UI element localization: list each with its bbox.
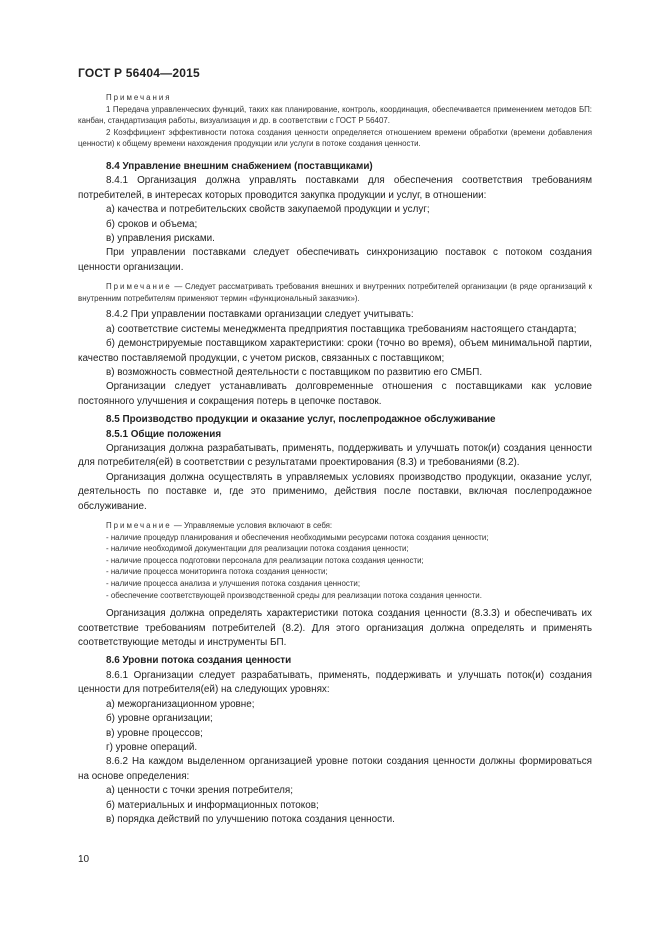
list-item: а) соответствие системы менеджмента предприятия поставщика требованиям настоящего стандарта; <box>106 323 577 335</box>
list-item: в) управления рисками. <box>106 233 215 244</box>
note-list-item: - наличие необходимой документации для реализации потока создания ценности; <box>106 544 409 554</box>
paragraph: 8.4.2 При управлении поставками организации следует учитывать: <box>106 309 414 321</box>
document-id: ГОСТ Р 56404—2015 <box>78 66 200 80</box>
note-list-item: - наличие процедур планирования и обеспечения необходимыми ресурсами потока создания ценности; <box>106 532 489 542</box>
note-text: — Следует рассматривать требования внешних и внутренних потребителей организации (в ряде организаций к внутренним потребителям применяют термин «функциональный заказчик»). <box>78 282 592 303</box>
list-item: б) демонстрируемые поставщиком характеристики: сроки (точно во время), объем минимальной партии, качество поставляемой продукции, с учетом рисков, связанных с поставщиком; <box>78 338 592 364</box>
paragraph: При управлении поставками следует обеспечивать синхронизацию поставок с потоком создания ценности организации. <box>78 247 592 273</box>
paragraph: Организация должна определять характеристики потока создания ценности (8.3.3) и обеспечивать их соответствие требованиям потребителей (8.2). Для этого организация должна определять и применять соответствующие методы и инструменты БП. <box>78 608 592 649</box>
paragraph: Организации следует устанавливать долговременные отношения с поставщиками как условие постоянного улучшения и сокращения потерь в цепочке поставок. <box>78 381 592 407</box>
list-item: б) сроков и объема; <box>106 218 198 230</box>
page-content <box>78 92 592 827</box>
note-list-item: - наличие процесса подготовки персонала для реализации потока создания ценности; <box>106 555 424 565</box>
list-item: б) уровне организации; <box>106 713 213 725</box>
paragraph: 8.6.2 На каждом выделенном организацией уровне потоки создания ценности должны формироваться на основе определения: <box>78 756 592 782</box>
list-item: а) межорганизационном уровне; <box>106 698 255 710</box>
note-list-item: - наличие процесса мониторинга потока создания ценности; <box>106 567 328 577</box>
notes-title: Примечания <box>106 93 172 102</box>
list-item: в) возможность совместной деятельности с поставщиком по развитию его СМБП. <box>106 367 483 379</box>
list-item: г) уровне операций. <box>106 741 198 753</box>
note <box>78 281 592 304</box>
list-item: в) порядка действий по улучшению потока создания ценности. <box>106 813 395 825</box>
list-item: а) ценности с точки зрения потребителя; <box>106 785 293 797</box>
list-item: а) качества и потребительских свойств закупаемой продукции и услуг; <box>106 204 430 216</box>
paragraph: 8.6.1 Организации следует разрабатывать, применять, поддерживать и улучшать поток(и) создания ценности для потребителя(ей) на следующих уровнях: <box>78 669 592 696</box>
list-item: в) уровне процессов; <box>106 727 203 739</box>
note-label: Примечание <box>106 282 172 292</box>
section-heading-8-5: 8.5 Производство продукции и оказание услуг, послепродажное обслуживание <box>106 414 496 426</box>
note-label: Примечание <box>106 521 172 531</box>
paragraph: Организация должна разрабатывать, применять, поддерживать и улучшать поток(и) создания ценности для потребителя(ей) в соответствии с результатами проектирования (8.3) и требованиями (8.2). <box>78 443 592 469</box>
list-item: б) материальных и информационных потоков; <box>106 799 319 811</box>
paragraph: Организация должна осуществлять в управляемых условиях производство продукции, оказание услуг, деятельность по поставке и, где это применимо, действия после поставки, включая послепродажное обслуживание. <box>78 471 592 512</box>
note-item: 2 Коэффициент эффективности потока создания ценности определяется отношением времени обработки (времени добавления ценности) к общему времени нахождения продукции или услуги в потоке создания ценности. <box>78 127 592 149</box>
note-item: 1 Передача управленческих функций, таких как планирование, контроль, координация, обеспечивается применением методов БП: канбан, стандартизация работы, визуализация и др. в соответствии с ГОСТ Р 56407. <box>78 104 592 126</box>
note-list-item: - наличие процесса анализа и улучшения потока создания ценности; <box>106 579 361 589</box>
section-heading-8-4: 8.4 Управление внешним снабжением (поставщиками) <box>106 160 373 172</box>
subsection-heading-8-5-1: 8.5.1 Общие положения <box>106 428 222 440</box>
page-number: 10 <box>78 854 90 865</box>
note-list-item: - обеспечение соответствующей производственной среды для реализации потока создания ценности. <box>106 590 482 600</box>
section-heading-8-6: 8.6 Уровни потока создания ценности <box>106 655 292 667</box>
note-text: — Управляемые условия включают в себя: <box>171 521 333 531</box>
note <box>78 520 592 532</box>
paragraph: 8.4.1 Организация должна управлять поставками для обеспечения соответствия требованиям потребителей, в интересах которых проводится закупка продукции и услуг, в отношении: <box>78 175 592 201</box>
